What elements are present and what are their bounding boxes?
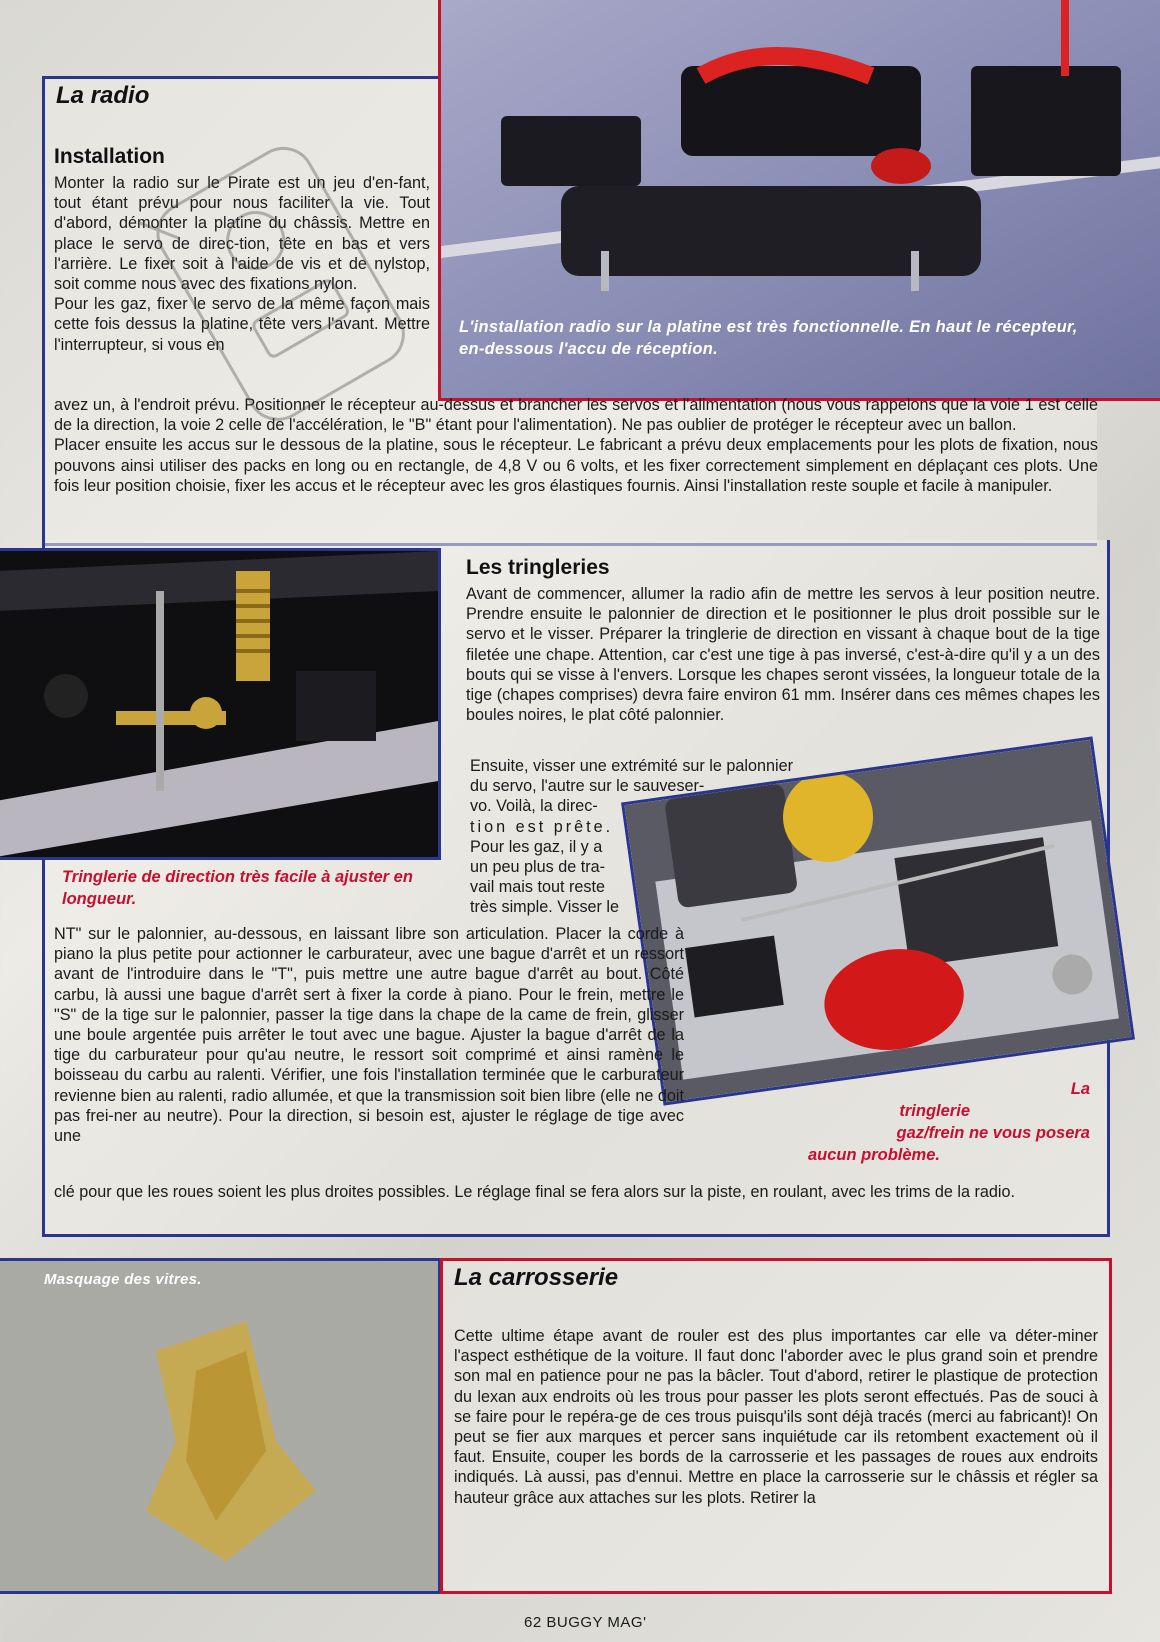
tringleries-lower-column	[54, 924, 684, 1146]
tringleries-heading: Les tringleries	[466, 556, 610, 579]
radio-paragraph-1: Monter la radio sur le Pirate est un jeu d'en-fant, tout étant prévu pour nous faciliter la vie. Tout d'abord, démonter la platine du châssis. Mettre en place le servo de direc-tion, tête en bas et vers l'arrière. Le fixer soit à l'aide de vis et de nylstop, soit comme nous avec des fixations nylon.	[54, 174, 430, 294]
radio-paragraph-2-start: Pour les gaz, fixer le servo de la même façon mais cette fois dessus la platine, tête vers l'avant. Mettre l'interrupteur, si vous en	[54, 295, 430, 354]
radio-photo	[438, 0, 1160, 401]
radio-heading: La radio	[56, 82, 150, 109]
caption-line: gaz/frein ne vous posera	[896, 1124, 1090, 1142]
carrosserie-heading: La carrosserie	[454, 1264, 619, 1291]
radio-paragraph-2-end: avez un, à l'endroit prévu. Positionner le récepteur au-dessus et brancher les servos et l'alimentation (nous vous rappelons que la voie 1 est celle de la direction, la voie 2 celle de l'accélération, le "B" étant pour l'alimentation). Ne pas oublier de protéger le récepteur avec un ballon.	[54, 396, 1098, 435]
wrap-line: du servo, l'autre sur le sauveser-	[470, 777, 705, 796]
window-masking-caption: Masquage des vitres.	[44, 1271, 202, 1288]
tringleries-paragraph-1: Avant de commencer, allumer la radio afin de mettre les servos à leur position neutre. Prendre ensuite le palonnier de direction et le positionner le plus droit possible sur le servo et le visser. Préparer la tringlerie de direction en vissant à chaque bout de la tige filetée une chape. Attention, car c'est une tige à pas inversé, c'est-à-dire qu'il y a un des bouts qui se visse à l'envers. Lorsque les chapes seront vissées, la longueur totale de la tige (chapes comprises) devra faire environ 61 mm. Insérer dans ces mêmes chapes les boules noires, le plat côté palonnier.	[466, 585, 1100, 725]
carrosserie-column	[454, 1326, 1098, 1508]
tringleries-paragraph-2: NT" sur le palonnier, au-dessous, en laissant libre son articulation. Placer la corde à piano la plus petite pour actionner le carburateur, avec une bague d'arrêt et un ressort avant de l'introduire dans le "T", puis mettre une autre bague d'arrêt au bout. Côté carbu, là aussi une bague d'arrêt sert à fixer la corde à piano. Pour le frein, mettre le "S" de la tige sur le palonnier, passer la tige dans la chape de la came de frein, glisser une boule argentée puis arrêter le tout avec une bague. Ajuster la bague d'arrêt de la tige du carburateur pour qu'au neutre, le ressort soit comprimé et ainsi ramène le boisseau du carbu au ralenti. Vérifier, une fois l'installation terminée que le carburateur revienne bien au ralenti, radio allumée, et que la transmission soit bien libre (elle ne doit pas frei-ner au neutre). Pour la direction, si besoin est, ajuster le réglage de tige avec une	[54, 925, 684, 1146]
carrosserie-heading-block	[454, 1264, 1054, 1292]
watermark-stamp	[140, 100, 440, 480]
window-masking-image	[0, 1261, 438, 1591]
throttle-brake-image	[624, 740, 1131, 1102]
tringleries-paragraph-2-end: clé pour que les roues soient les plus droites possibles. Le réglage final se fera alors sur la piste, en roulant, avec les trims de la radio.	[54, 1183, 1015, 1201]
steering-linkage-photo	[0, 548, 441, 860]
radio-paragraph-3: Placer ensuite les accus sur le dessous de la platine, sous le récepteur. Le fabricant a prévu deux emplacements pour les plots de fixation, nous pouvons ainsi utiliser des packs en long ou en rectangle, de 4,8 V ou 6 volts, et les fixer correctement simplement en déplaçant ces plots. Une fois leur position choisie, fixer les accus et le récepteur avec les gros élastiques fournis. Ainsi l'installation reste souple et facile à manipuler.	[54, 436, 1098, 495]
tringleries-right-column	[466, 584, 1100, 725]
caption-line: La	[1070, 1080, 1090, 1098]
carrosserie-paragraph-1: Cette ultime étape avant de rouler est des plus importantes car elle va déter-miner l'aspect esthétique de la voiture. Il faut donc l'aborder avec le plus grand soin et prendre son mal en patience pour ne pas la bâcler. Tout d'abord, retirer le plastique de protection du lexan aux endroits où les trous pour passer les plots seront effectués. Pas de souci à se faire pour le repéra-ge de ces trous puisqu'ils sont déjà tracés (merci au fabricant)! On peut se fier aux marques et percer sans inquiétude car ils retombent exactement où il faut. Ensuite, couper les bords de la carrosserie et les passages de roues aux endroits indiqués. Là aussi, pas d'ennui. Mettre en place la carrosserie sur le châssis et régler sa hauteur grâce aux attaches sur les plots. Retirer la	[454, 1327, 1098, 1507]
wrap-line: vo. Voilà, la direc-	[470, 797, 598, 816]
steering-linkage-caption: Tringlerie de direction très facile à ajuster en longueur.	[62, 868, 413, 908]
wrap-line: tion est prête.	[470, 817, 614, 836]
tringleries-final-column	[54, 1182, 1098, 1202]
installation-heading: Installation	[54, 145, 165, 168]
page-footer: 62 BUGGY MAG'	[524, 1614, 647, 1631]
throttle-brake-caption	[700, 1078, 1090, 1166]
wrap-line: un peu plus de tra-	[470, 858, 605, 877]
wrap-line: Pour les gaz, il y a	[470, 837, 603, 856]
caption-line: tringlerie	[899, 1102, 970, 1120]
tringleries-heading-block	[466, 556, 866, 580]
watermark-graphic	[140, 100, 440, 480]
wrap-line: Ensuite, visser une extrémité sur le palonnier	[470, 757, 794, 775]
window-masking-photo	[0, 1258, 441, 1594]
radio-photo-caption: L'installation radio sur la platine est très fonctionnelle. En haut le récepteur, en-dessous l'accu de réception.	[459, 318, 1078, 358]
wrap-line: vail mais tout reste	[470, 878, 605, 897]
wrap-line: très simple. Visser le	[470, 898, 620, 917]
caption-line: aucun problème.	[807, 1146, 940, 1164]
steering-linkage-image	[0, 551, 438, 857]
